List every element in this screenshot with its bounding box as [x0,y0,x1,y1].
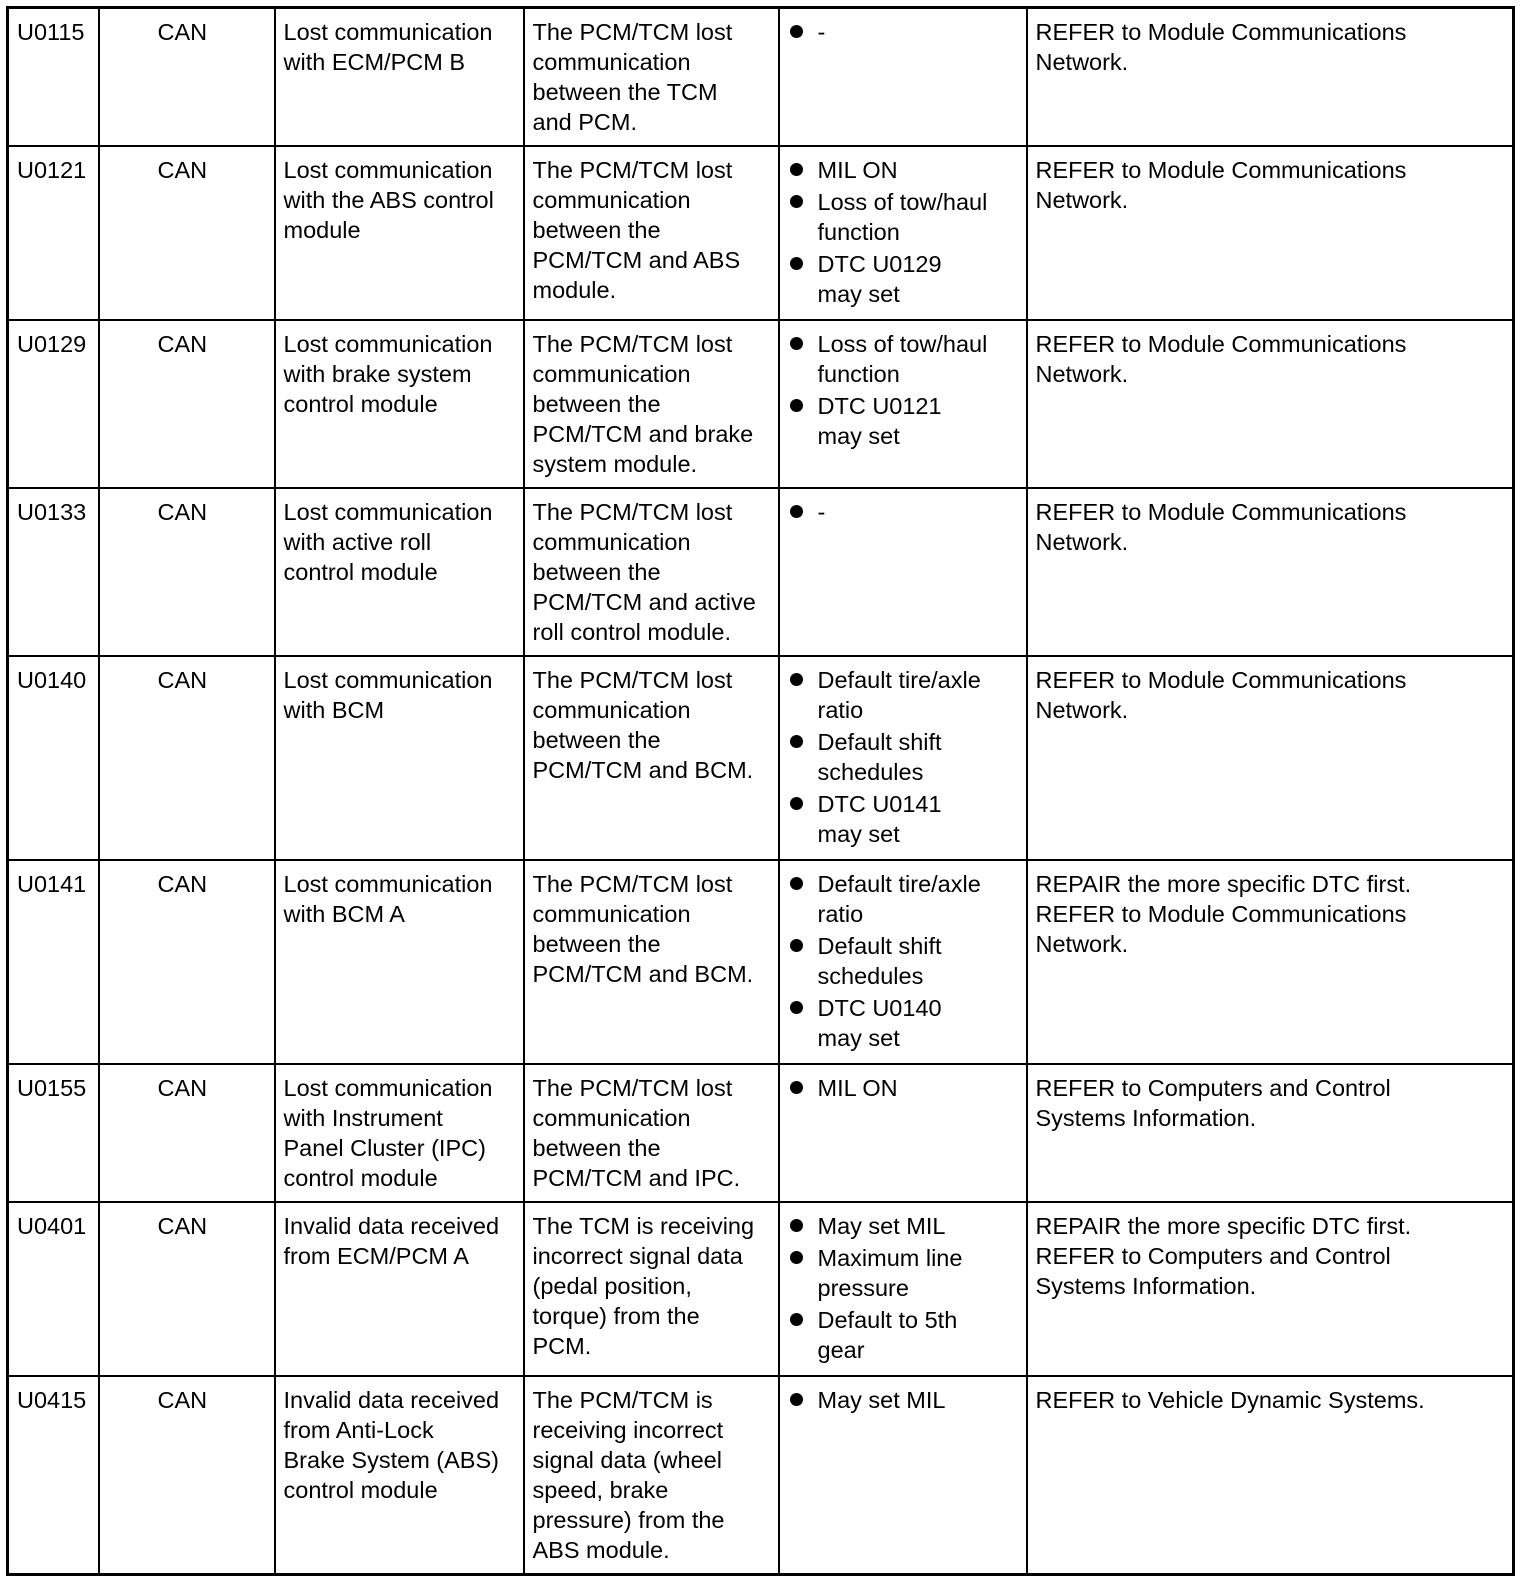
dtc-action [1027,656,1514,860]
effects-list [788,1385,1018,1415]
effect-text: Loss of tow/haul function [817,331,988,387]
dtc-effects [779,488,1027,656]
dtc-description: Lost communication with the ABS control module [275,146,524,320]
dtc-effects [779,860,1027,1064]
action-text: REFER to Module Communications Network. [1035,331,1407,387]
effect-text: Default shift schedules [817,933,942,989]
action-text: REFER to Module Communications Network. [1035,667,1407,723]
effects-list-item [788,1385,1018,1415]
effect-text: DTC U0140 may set [817,995,942,1051]
effects-list-item [788,1211,1018,1241]
dtc-effects [779,1202,1027,1376]
dtc-condition: The PCM/TCM lost communication between the PCM/TCM and ABS module. [524,146,779,320]
bullet-icon [790,195,803,208]
dtc-code: U0155 [8,1064,99,1202]
effects-list [788,1211,1018,1365]
effects-list [788,869,1018,1053]
effects-list-item [788,497,1018,527]
dtc-description: Lost communication with brake system control module [275,320,524,488]
dtc-description: Invalid data received from Anti-Lock Brake System (ABS) control module [275,1376,524,1575]
effects-list [788,155,1018,309]
dtc-code: U0133 [8,488,99,656]
dtc-description: Invalid data received from ECM/PCM A [275,1202,524,1376]
bullet-icon [790,163,803,176]
bullet-icon [790,25,803,38]
table-row [8,656,1514,860]
dtc-table-body [8,8,1514,1575]
effect-text: May set MIL [817,1213,946,1239]
dtc-effects [779,656,1027,860]
network-type: CAN [99,320,275,488]
dtc-description: Lost communication with BCM A [275,860,524,1064]
network-type: CAN [99,146,275,320]
effect-text: DTC U0129 may set [817,251,942,307]
effect-text: DTC U0141 may set [817,791,942,847]
effects-list-item [788,17,1018,47]
dtc-code: U0401 [8,1202,99,1376]
effect-text: Maximum line pressure [817,1245,963,1301]
effect-text: Loss of tow/haul function [817,189,988,245]
effects-list-item [788,391,1018,451]
table-row [8,860,1514,1064]
action-text: REFER to Vehicle Dynamic Systems. [1035,1387,1425,1413]
bullet-icon [790,1251,803,1264]
bullet-icon [790,1393,803,1406]
dtc-action [1027,1376,1514,1575]
effects-list [788,497,1018,527]
effects-list-item [788,869,1018,929]
network-type: CAN [99,488,275,656]
dtc-description: Lost communication with BCM [275,656,524,860]
dtc-condition: The PCM/TCM lost communication between the PCM/TCM and brake system module. [524,320,779,488]
effects-list [788,329,1018,451]
action-text: REPAIR the more specific DTC first. [1035,871,1412,897]
effect-text: MIL ON [817,1075,898,1101]
dtc-code: U0121 [8,146,99,320]
action-text: REFER to Module Communications Network. [1035,157,1407,213]
dtc-table-container [6,6,1515,1576]
dtc-action [1027,146,1514,320]
network-type: CAN [99,8,275,147]
table-row [8,320,1514,488]
bullet-icon [790,1081,803,1094]
dtc-description: Lost communication with Instrument Panel Cluster (IPC) control module [275,1064,524,1202]
effects-list-item [788,789,1018,849]
dtc-condition: The PCM/TCM lost communication between the PCM/TCM and IPC. [524,1064,779,1202]
bullet-icon [790,939,803,952]
effect-text: - [817,499,826,525]
effects-list [788,1073,1018,1103]
dtc-action [1027,1064,1514,1202]
bullet-icon [790,1001,803,1014]
dtc-condition: The PCM/TCM lost communication between the PCM/TCM and BCM. [524,860,779,1064]
dtc-effects [779,146,1027,320]
bullet-icon [790,505,803,518]
table-row [8,488,1514,656]
effect-text: Default tire/axle ratio [817,667,981,723]
effect-text: MIL ON [817,157,898,183]
bullet-icon [790,337,803,350]
effects-list-item [788,249,1018,309]
dtc-action [1027,1202,1514,1376]
dtc-condition: The PCM/TCM lost communication between the PCM/TCM and BCM. [524,656,779,860]
dtc-effects [779,1376,1027,1575]
action-text: REPAIR the more specific DTC first. [1035,1213,1412,1239]
bullet-icon [790,1219,803,1232]
bullet-icon [790,877,803,890]
effect-text: May set MIL [817,1387,946,1413]
dtc-description: Lost communication with ECM/PCM B [275,8,524,147]
dtc-code: U0129 [8,320,99,488]
table-row [8,8,1514,147]
effects-list-item [788,727,1018,787]
action-text: REFER to Computers and Control Systems Information. [1035,1075,1391,1131]
dtc-effects [779,320,1027,488]
dtc-code: U0115 [8,8,99,147]
bullet-icon [790,797,803,810]
effects-list-item [788,1243,1018,1303]
dtc-condition: The PCM/TCM is receiving incorrect signal data (wheel speed, brake pressure) from the ABS module. [524,1376,779,1575]
effects-list-item [788,1305,1018,1365]
network-type: CAN [99,1202,275,1376]
bullet-icon [790,1313,803,1326]
dtc-action [1027,8,1514,147]
bullet-icon [790,673,803,686]
effects-list [788,665,1018,849]
dtc-effects [779,1064,1027,1202]
network-type: CAN [99,1064,275,1202]
network-type: CAN [99,1376,275,1575]
table-row [8,1202,1514,1376]
action-text: REFER to Module Communications Network. [1035,499,1407,555]
bullet-icon [790,257,803,270]
action-text: REFER to Computers and Control Systems Information. [1035,1243,1391,1299]
effect-text: - [817,19,826,45]
dtc-condition: The PCM/TCM lost communication between the PCM/TCM and active roll control module. [524,488,779,656]
effect-text: Default shift schedules [817,729,942,785]
dtc-action [1027,488,1514,656]
dtc-code: U0415 [8,1376,99,1575]
action-text: REFER to Module Communications Network. [1035,901,1407,957]
dtc-description: Lost communication with active roll control module [275,488,524,656]
dtc-table [6,6,1515,1576]
effects-list-item [788,329,1018,389]
network-type: CAN [99,656,275,860]
table-row [8,1064,1514,1202]
dtc-action [1027,320,1514,488]
effects-list-item [788,993,1018,1053]
network-type: CAN [99,860,275,1064]
dtc-code: U0141 [8,860,99,1064]
action-text: REFER to Module Communications Network. [1035,19,1407,75]
effect-text: Default to 5th gear [817,1307,958,1363]
effect-text: DTC U0121 may set [817,393,942,449]
effects-list-item [788,931,1018,991]
bullet-icon [790,399,803,412]
dtc-code: U0140 [8,656,99,860]
dtc-condition: The PCM/TCM lost communication between the TCM and PCM. [524,8,779,147]
dtc-condition: The TCM is receiving incorrect signal data (pedal position, torque) from the PCM. [524,1202,779,1376]
effects-list-item [788,187,1018,247]
effects-list [788,17,1018,47]
effect-text: Default tire/axle ratio [817,871,981,927]
table-row [8,1376,1514,1575]
effects-list-item [788,1073,1018,1103]
effects-list-item [788,155,1018,185]
dtc-action [1027,860,1514,1064]
bullet-icon [790,735,803,748]
table-row [8,146,1514,320]
dtc-effects [779,8,1027,147]
effects-list-item [788,665,1018,725]
